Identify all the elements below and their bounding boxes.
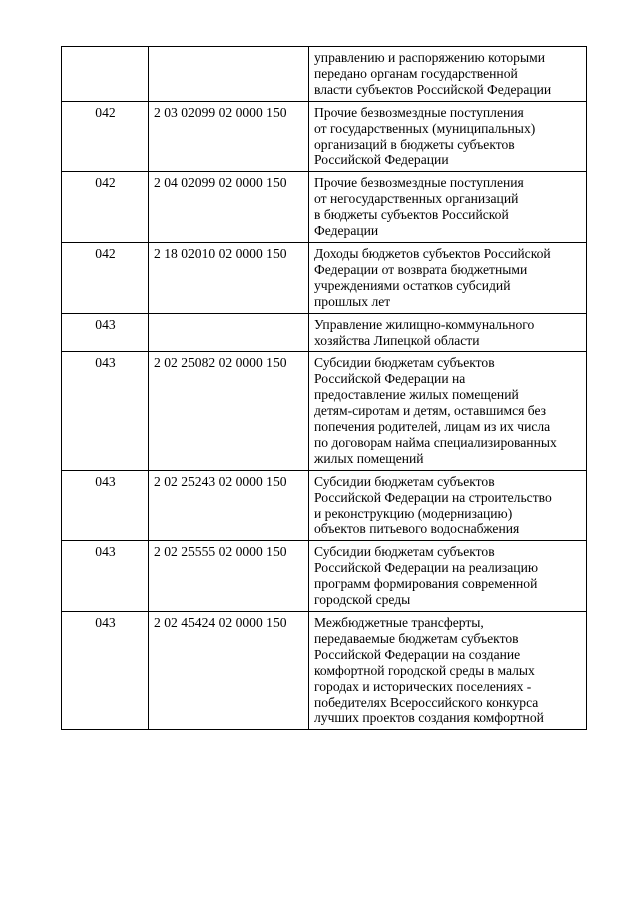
- revenue-code-cell: 2 04 02099 02 0000 150: [149, 172, 309, 243]
- revenue-name-line: городах и исторических поселениях -: [314, 678, 532, 694]
- revenue-name-line: от государственных (муниципальных): [314, 120, 536, 136]
- revenue-name-line: передано органам государственной: [314, 65, 518, 81]
- table-row: [62, 101, 587, 172]
- revenue-name-line: Прочие безвозмездные поступления: [314, 104, 524, 120]
- revenue-name-line: Субсидии бюджетам субъектов: [314, 355, 495, 371]
- revenue-code-cell: [149, 313, 309, 352]
- table-row: [62, 47, 587, 102]
- revenue-name-line: Субсидии бюджетам субъектов: [314, 544, 495, 560]
- table-row: [62, 313, 587, 352]
- table-row: [62, 470, 587, 541]
- revenue-name-line: попечения родителей, лицам из их числа: [314, 419, 551, 435]
- revenue-name-line: организаций в бюджеты субъектов: [314, 136, 515, 152]
- revenue-name-line: Доходы бюджетов субъектов Российской: [314, 245, 551, 261]
- revenue-name-line: от негосударственных организаций: [314, 191, 519, 207]
- admin-code-cell: [62, 47, 149, 102]
- revenue-code-cell: 2 02 25243 02 0000 150: [149, 470, 309, 541]
- revenue-name-line: Управление жилищно-коммунального: [314, 316, 535, 332]
- revenue-name-cell: [309, 541, 587, 612]
- admin-code-cell: 043: [62, 612, 149, 730]
- revenue-code-cell: 2 18 02010 02 0000 150: [149, 242, 309, 313]
- table-row: [62, 352, 587, 470]
- admin-code-cell: 042: [62, 242, 149, 313]
- budget-codes-table: [61, 46, 587, 730]
- revenue-name-line: жилых помещений: [314, 450, 424, 466]
- revenue-name-cell: [309, 470, 587, 541]
- admin-code-cell: 043: [62, 352, 149, 470]
- revenue-name-cell: [309, 612, 587, 730]
- admin-code-cell: 042: [62, 172, 149, 243]
- revenue-code-cell: 2 03 02099 02 0000 150: [149, 101, 309, 172]
- revenue-name-line: Федерации: [314, 223, 379, 239]
- revenue-name-line: победителях Всероссийского конкурса: [314, 694, 539, 710]
- revenue-name-cell: [309, 172, 587, 243]
- revenue-name-line: Российской Федерации на строительство: [314, 489, 552, 505]
- revenue-name-line: детям-сиротам и детям, оставшимся без: [314, 403, 547, 419]
- table-row: [62, 612, 587, 730]
- admin-code-cell: 043: [62, 541, 149, 612]
- revenue-name-line: Российской Федерации на создание: [314, 646, 521, 662]
- revenue-name-cell: [309, 47, 587, 102]
- revenue-name-line: программ формирования современной: [314, 576, 538, 592]
- revenue-name-line: управлению и распоряжению которыми: [314, 50, 545, 65]
- revenue-name-line: лучших проектов создания комфортной: [314, 710, 544, 726]
- revenue-name-cell: [309, 352, 587, 470]
- revenue-name-line: и реконструкцию (модернизацию): [314, 505, 513, 521]
- revenue-name-line: прошлых лет: [314, 293, 391, 309]
- revenue-name-line: передаваемые бюджетам субъектов: [314, 630, 519, 646]
- revenue-name-line: Российской Федерации: [314, 152, 449, 168]
- revenue-name-line: Прочие безвозмездные поступления: [314, 175, 524, 191]
- admin-code-cell: 042: [62, 101, 149, 172]
- revenue-code-cell: 2 02 25555 02 0000 150: [149, 541, 309, 612]
- revenue-name-line: городской среды: [314, 592, 411, 608]
- revenue-name-cell: [309, 101, 587, 172]
- table-row: [62, 242, 587, 313]
- revenue-name-line: по договорам найма специализированных: [314, 434, 557, 450]
- revenue-name-line: комфортной городской среды в малых: [314, 662, 535, 678]
- revenue-name-line: в бюджеты субъектов Российской: [314, 207, 509, 223]
- revenue-name-line: Российской Федерации на: [314, 371, 466, 387]
- revenue-name-line: Субсидии бюджетам субъектов: [314, 473, 495, 489]
- table-row: [62, 172, 587, 243]
- table-row: [62, 541, 587, 612]
- revenue-name-line: объектов питьевого водоснабжения: [314, 521, 520, 537]
- table-body: [62, 47, 587, 730]
- admin-code-cell: 043: [62, 470, 149, 541]
- revenue-name-line: Межбюджетные трансферты,: [314, 615, 484, 630]
- revenue-name-line: Российской Федерации на реализацию: [314, 560, 539, 576]
- revenue-code-cell: 2 02 25082 02 0000 150: [149, 352, 309, 470]
- revenue-name-line: учреждениями остатков субсидий: [314, 277, 511, 293]
- revenue-name-line: хозяйства Липецкой области: [314, 332, 480, 348]
- revenue-name-line: Федерации от возврата бюджетными: [314, 261, 528, 277]
- revenue-name-line: власти субъектов Российской Федерации: [314, 81, 552, 97]
- admin-code-cell: 043: [62, 313, 149, 352]
- revenue-code-cell: 2 02 45424 02 0000 150: [149, 612, 309, 730]
- revenue-name-cell: [309, 313, 587, 352]
- revenue-name-cell: [309, 242, 587, 313]
- revenue-code-cell: [149, 47, 309, 102]
- revenue-name-line: предоставление жилых помещений: [314, 387, 519, 403]
